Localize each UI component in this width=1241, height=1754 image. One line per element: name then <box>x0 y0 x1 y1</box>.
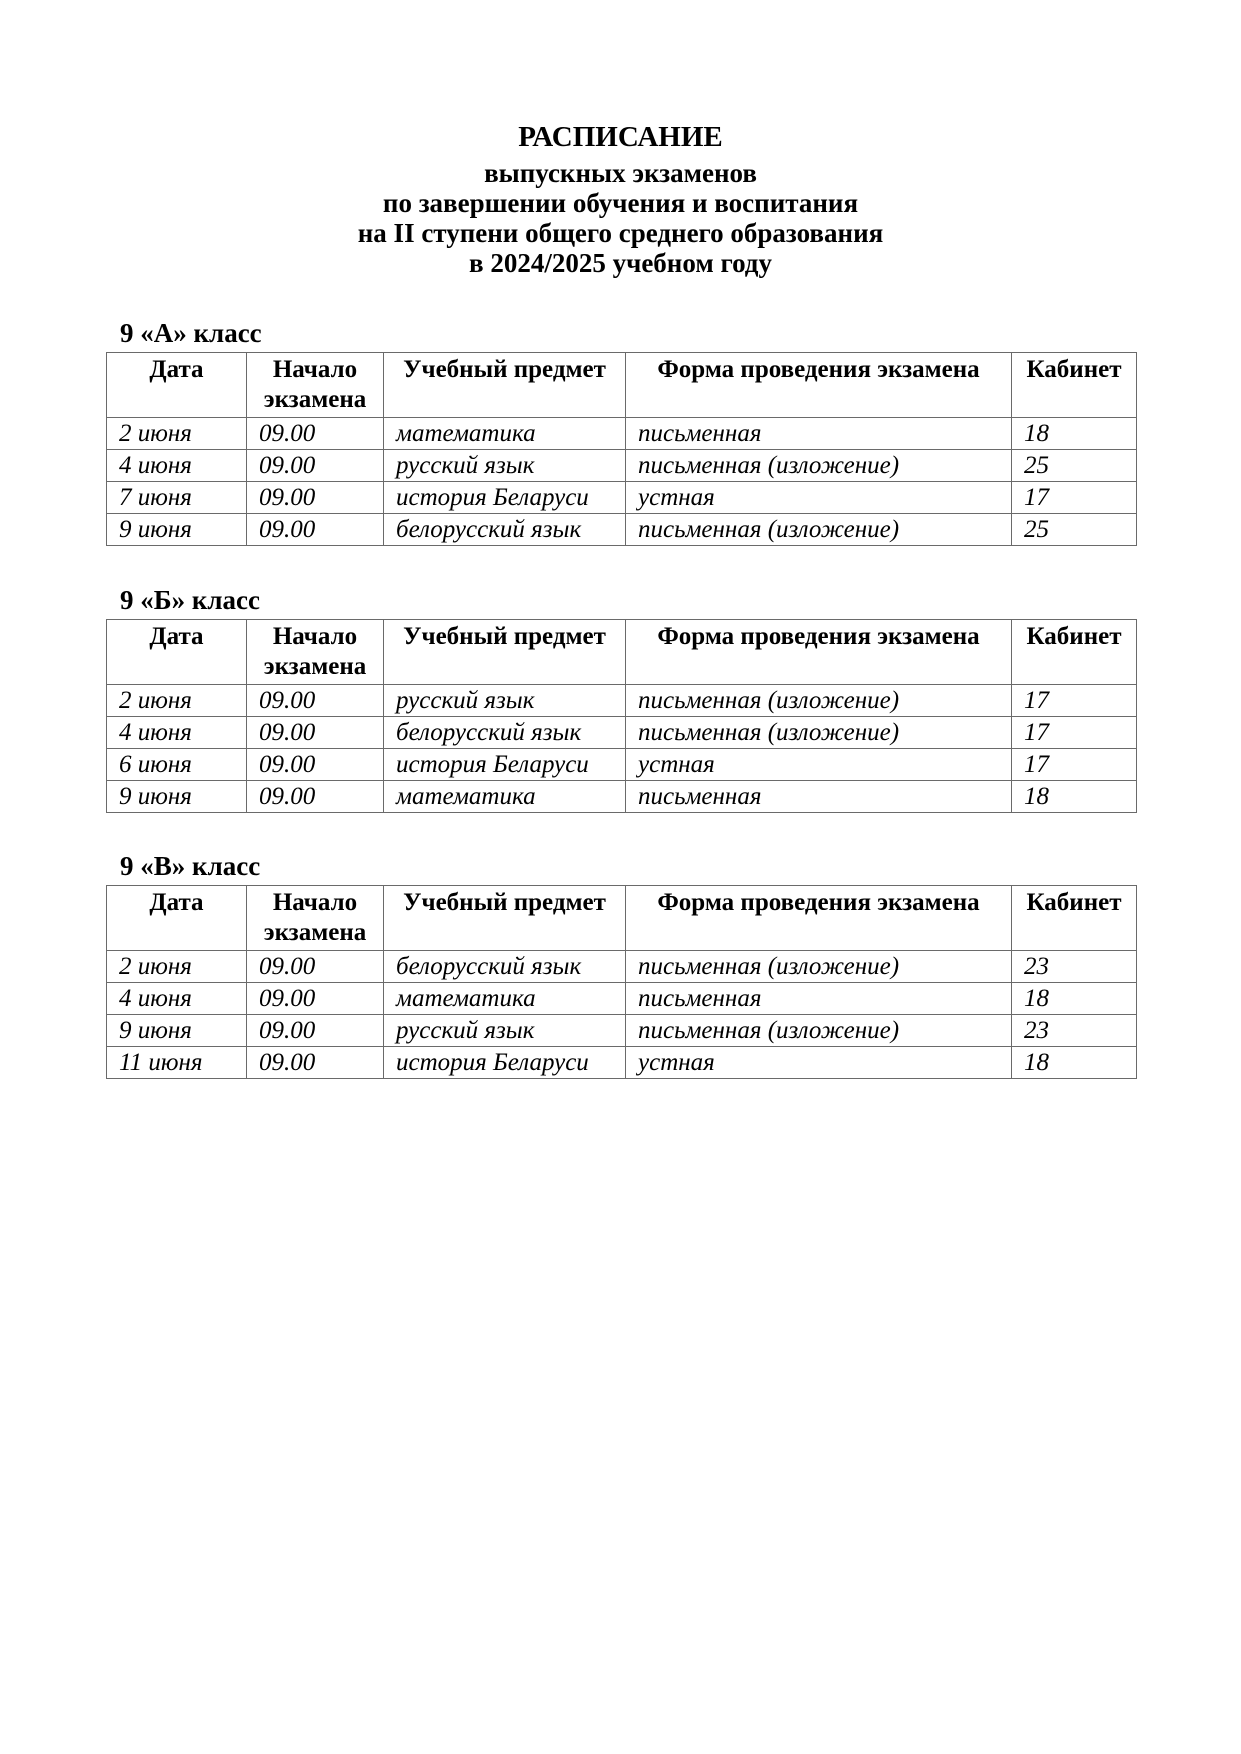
table-row <box>107 951 1137 983</box>
cell-start: 09.00 <box>247 951 384 983</box>
schedule-table <box>106 352 1137 546</box>
cell-date: 7 июня <box>107 482 247 514</box>
class-heading: 9 «В» класс <box>120 851 261 881</box>
document-title <box>0 120 1241 278</box>
cell-room: 17 <box>1012 685 1137 717</box>
table-row <box>107 1015 1137 1047</box>
cell-room: 25 <box>1012 450 1137 482</box>
cell-start: 09.00 <box>247 685 384 717</box>
header-date: Дата <box>107 620 247 685</box>
table-row <box>107 685 1137 717</box>
cell-subject: русский язык <box>384 450 626 482</box>
cell-form: письменная (изложение) <box>626 1015 1012 1047</box>
cell-start: 09.00 <box>247 781 384 813</box>
class-heading: 9 «А» класс <box>120 318 262 348</box>
cell-date: 9 июня <box>107 514 247 546</box>
cell-form: устная <box>626 482 1012 514</box>
cell-start: 09.00 <box>247 983 384 1015</box>
cell-subject: русский язык <box>384 685 626 717</box>
cell-subject: русский язык <box>384 1015 626 1047</box>
cell-start: 09.00 <box>247 717 384 749</box>
table-row <box>107 514 1137 546</box>
cell-date: 2 июня <box>107 418 247 450</box>
cell-date: 11 июня <box>107 1047 247 1079</box>
cell-room: 23 <box>1012 1015 1137 1047</box>
cell-room: 23 <box>1012 951 1137 983</box>
cell-form: письменная (изложение) <box>626 717 1012 749</box>
cell-date: 2 июня <box>107 685 247 717</box>
cell-date: 4 июня <box>107 983 247 1015</box>
header-subject: Учебный предмет <box>384 353 626 418</box>
cell-form: письменная <box>626 983 1012 1015</box>
title-main: РАСПИСАНИЕ <box>518 121 723 153</box>
cell-date: 6 июня <box>107 749 247 781</box>
cell-subject: история Беларуси <box>384 482 626 514</box>
cell-form: письменная (изложение) <box>626 450 1012 482</box>
cell-room: 17 <box>1012 482 1137 514</box>
cell-room: 25 <box>1012 514 1137 546</box>
header-form: Форма проведения экзамена <box>626 886 1012 951</box>
table-row <box>107 482 1137 514</box>
cell-form: устная <box>626 749 1012 781</box>
cell-form: письменная (изложение) <box>626 951 1012 983</box>
cell-room: 18 <box>1012 1047 1137 1079</box>
table-row <box>107 418 1137 450</box>
cell-subject: белорусский язык <box>384 951 626 983</box>
cell-subject: математика <box>384 781 626 813</box>
cell-start: 09.00 <box>247 418 384 450</box>
cell-start: 09.00 <box>247 1047 384 1079</box>
cell-subject: история Беларуси <box>384 749 626 781</box>
cell-form: письменная <box>626 418 1012 450</box>
cell-date: 4 июня <box>107 717 247 749</box>
cell-subject: история Беларуси <box>384 1047 626 1079</box>
table-row <box>107 450 1137 482</box>
cell-room: 18 <box>1012 983 1137 1015</box>
cell-start: 09.00 <box>247 450 384 482</box>
table-row <box>107 749 1137 781</box>
cell-date: 2 июня <box>107 951 247 983</box>
class-section-9a <box>106 318 1136 546</box>
class-heading: 9 «Б» класс <box>120 585 261 615</box>
header-room: Кабинет <box>1012 353 1137 418</box>
title-line-3: на II ступени общего среднего образования <box>357 218 884 248</box>
cell-subject: белорусский язык <box>384 514 626 546</box>
cell-room: 17 <box>1012 749 1137 781</box>
header-start: Начало экзамена <box>247 620 384 685</box>
table-header-row <box>107 620 1137 685</box>
table-header-row <box>107 353 1137 418</box>
header-room: Кабинет <box>1012 620 1137 685</box>
cell-start: 09.00 <box>247 514 384 546</box>
header-subject: Учебный предмет <box>384 886 626 951</box>
table-row <box>107 781 1137 813</box>
cell-subject: математика <box>384 418 626 450</box>
cell-room: 17 <box>1012 717 1137 749</box>
title-line-4: в 2024/2025 учебном году <box>469 248 772 278</box>
cell-subject: белорусский язык <box>384 717 626 749</box>
header-form: Форма проведения экзамена <box>626 353 1012 418</box>
title-line-1: выпускных экзаменов <box>484 158 757 188</box>
cell-form: письменная (изложение) <box>626 514 1012 546</box>
header-start: Начало экзамена <box>247 353 384 418</box>
cell-start: 09.00 <box>247 482 384 514</box>
table-header-row <box>107 886 1137 951</box>
cell-date: 9 июня <box>107 781 247 813</box>
table-row <box>107 717 1137 749</box>
cell-form: письменная <box>626 781 1012 813</box>
cell-form: письменная (изложение) <box>626 685 1012 717</box>
table-row <box>107 1047 1137 1079</box>
cell-form: устная <box>626 1047 1012 1079</box>
cell-start: 09.00 <box>247 1015 384 1047</box>
title-line-2: по завершении обучения и воспитания <box>382 188 859 218</box>
table-row <box>107 983 1137 1015</box>
schedule-table <box>106 619 1137 813</box>
class-section-9b <box>106 585 1136 813</box>
cell-subject: математика <box>384 983 626 1015</box>
header-date: Дата <box>107 886 247 951</box>
header-room: Кабинет <box>1012 886 1137 951</box>
header-start: Начало экзамена <box>247 886 384 951</box>
header-form: Форма проведения экзамена <box>626 620 1012 685</box>
cell-room: 18 <box>1012 418 1137 450</box>
cell-room: 18 <box>1012 781 1137 813</box>
header-date: Дата <box>107 353 247 418</box>
header-subject: Учебный предмет <box>384 620 626 685</box>
class-section-9v <box>106 851 1136 1079</box>
cell-start: 09.00 <box>247 749 384 781</box>
cell-date: 9 июня <box>107 1015 247 1047</box>
cell-date: 4 июня <box>107 450 247 482</box>
schedule-table <box>106 885 1137 1079</box>
